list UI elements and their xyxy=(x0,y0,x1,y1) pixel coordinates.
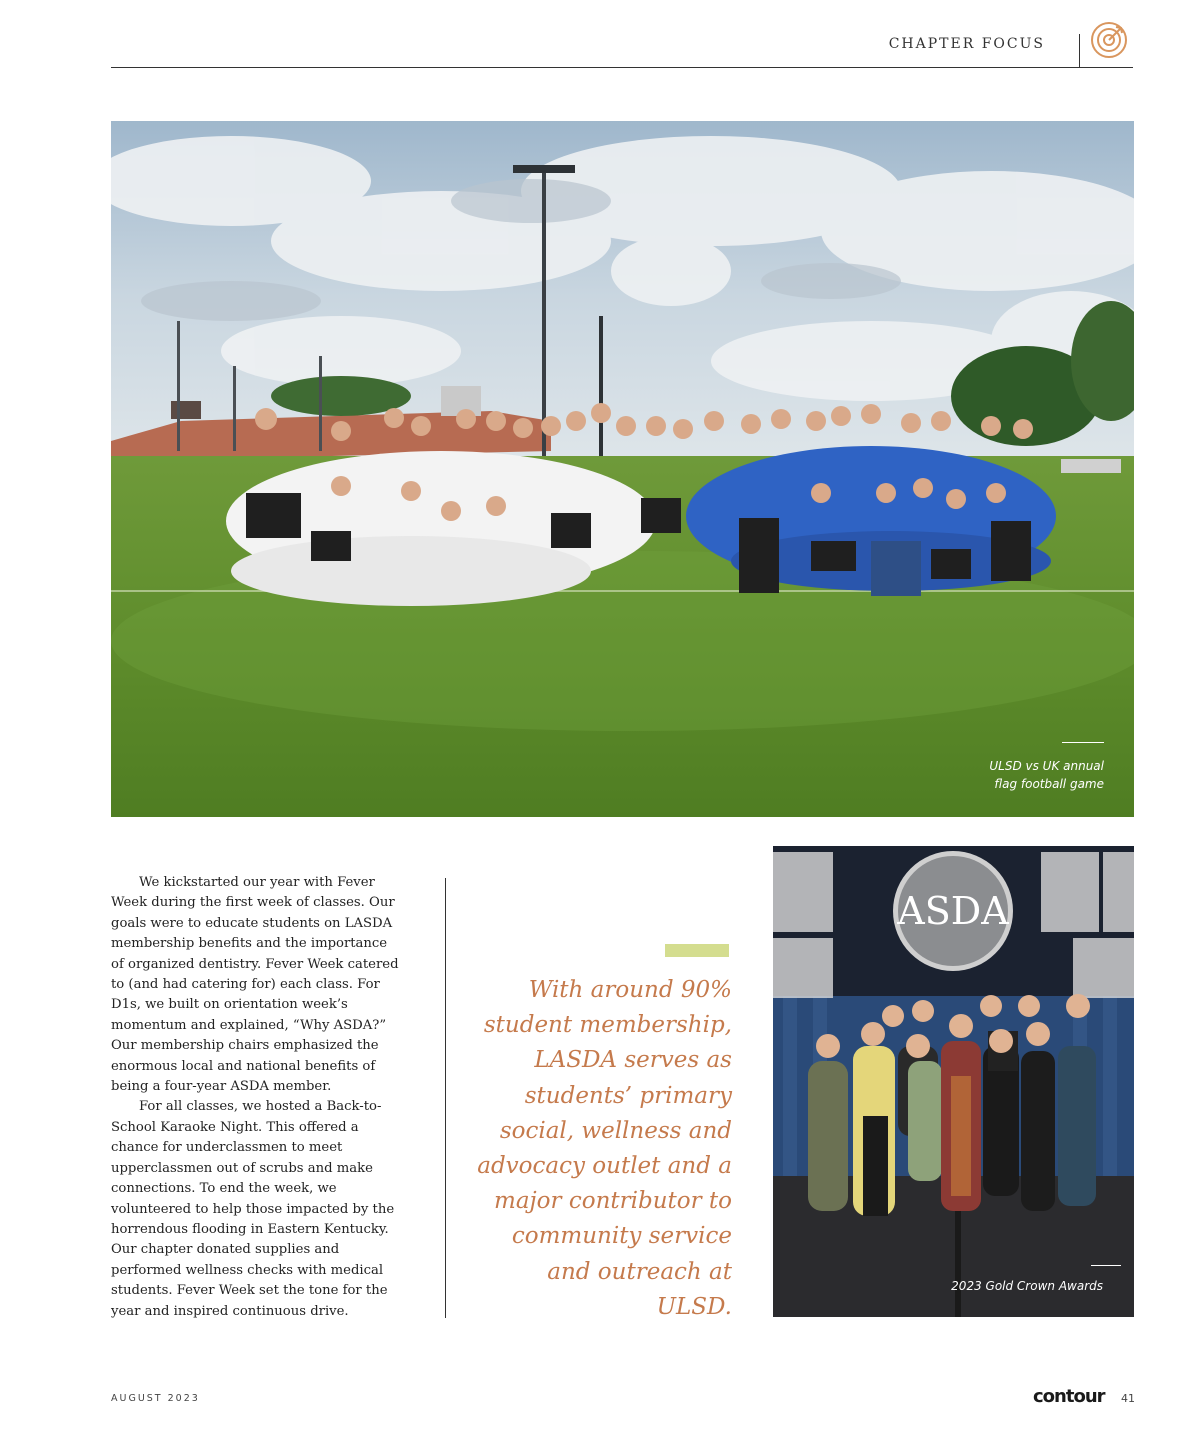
caption-line-1: ULSD vs UK annual xyxy=(989,759,1104,773)
gold-crown-awards-photo xyxy=(773,846,1134,1317)
body-paragraph-2: For all classes, we hosted a Back-to-School Karaoke Night. This offered a chance for underclassmen to meet upperclassmen out of scrubs and make connections. To end the week, we volunteered to help those impacted by the horrendous flooding in Eastern Kentucky. Our chapter donated supplies and performed wellness checks with medical students. Fever Week set the tone for the year and inspired continuous drive. xyxy=(111,1099,395,1319)
column-divider xyxy=(445,878,446,1318)
target-icon xyxy=(1090,21,1128,59)
caption-line-2: flag football game xyxy=(994,777,1104,791)
body-paragraph-1: We kickstarted our year with Fever Week during the first week of classes. Our goals were to educate students on LASDA membership benefits and the importance of organized dentistry. Fever Week catered to (and had catering for) each class. For D1s, we built on orientation week’s momentum and explained, “Why ASDA?” Our membership chairs emphasized the enormous local and national benefits of being a four-year ASDA member. xyxy=(111,875,399,1095)
article-body xyxy=(111,873,401,1322)
quote-accent-bar xyxy=(665,944,729,957)
page-number: 41 xyxy=(1121,1392,1135,1405)
header-divider xyxy=(1079,34,1080,68)
magazine-logo: contour xyxy=(1033,1386,1105,1407)
issue-date: AUGUST 2023 xyxy=(111,1393,200,1404)
pull-quote: With around 90% student membership, LASDA serves as students’ primary social, wellness and advocacy outlet and a major contributor to community service and outreach at ULSD. xyxy=(477,977,732,1320)
flag-football-photo xyxy=(111,121,1134,817)
asda-sign-text: ASDA xyxy=(897,889,1009,933)
header-rule xyxy=(111,67,1133,68)
photo-caption xyxy=(904,757,1104,793)
awards-caption: 2023 Gold Crown Awards xyxy=(951,1279,1103,1293)
section-label: CHAPTER FOCUS xyxy=(888,36,1045,52)
